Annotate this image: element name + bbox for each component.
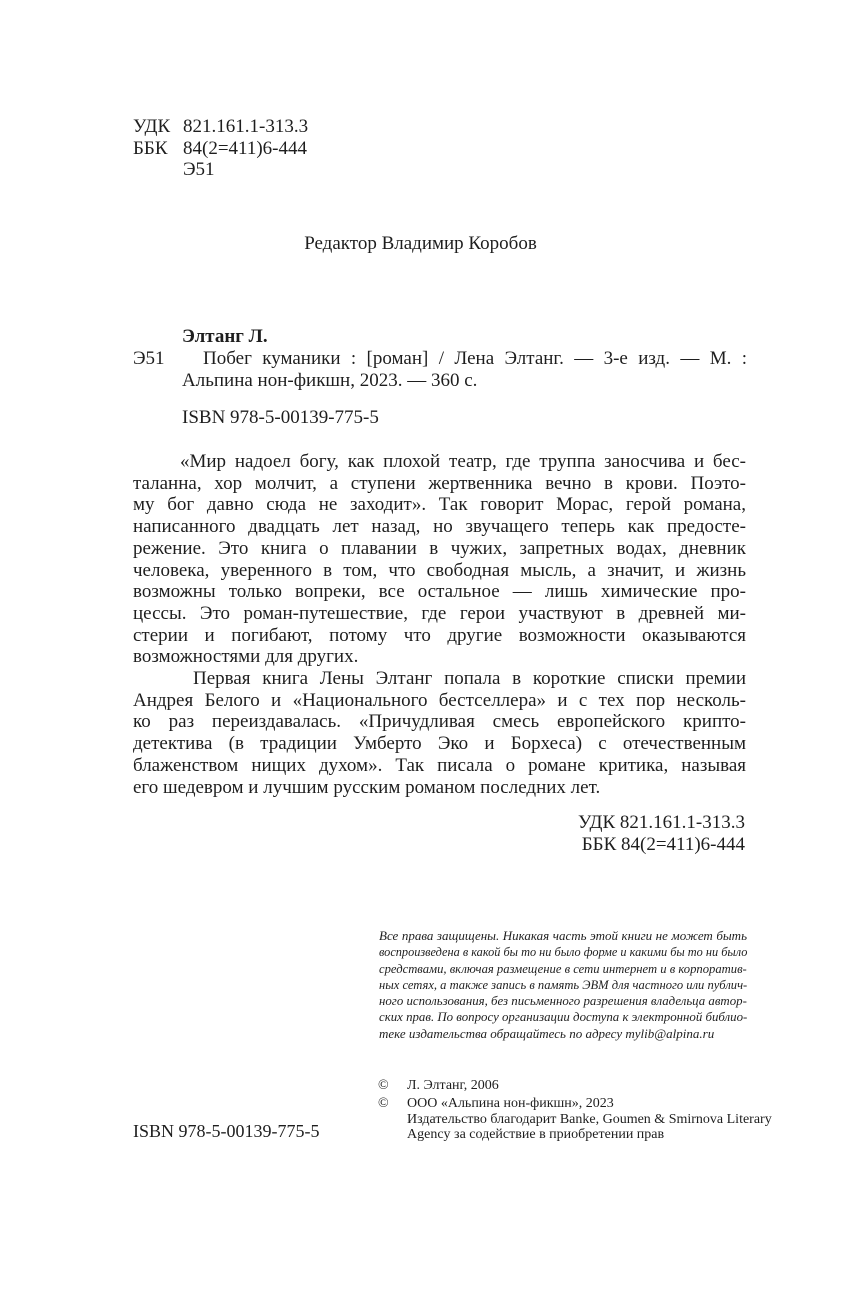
text-line: цессы. Это роман-путешествие, где герои участвуют в древней ми- xyxy=(133,602,746,624)
text-line: ских прав. По вопросу организации доступа к электронной библио- xyxy=(379,1009,748,1025)
acknowledgment-line: Agency за содействие в приобретении прав xyxy=(407,1127,665,1142)
bbk-row xyxy=(133,138,308,160)
copyright-author-text: Л. Элтанг, 2006 xyxy=(407,1078,499,1093)
bbk-code-bottom: ББК 84(2=411)6-444 xyxy=(581,834,745,855)
acknowledgment-line: Издательство благодарит Banke, Goumen & Smirnova Literary xyxy=(407,1111,772,1127)
catalog-entry-line: Альпина нон-фикшн, 2023. — 360 с. xyxy=(182,370,478,391)
annotation-paragraph-1 xyxy=(133,451,746,668)
text-line: му бог давно сюда не заходит». Так говорит Морас, герой романа, xyxy=(133,494,746,516)
text-line: Первая книга Лены Элтанг попала в короткие списки премии xyxy=(193,668,746,690)
annotation-paragraph-2 xyxy=(133,668,746,798)
text-line: ных сетях, а также запись в память ЭВМ для частного или публич- xyxy=(379,976,748,992)
catalog-margin-code: Э51 xyxy=(133,348,165,369)
text-line: блаженством нищих духом». Так писала о романе критика, называя xyxy=(133,754,746,776)
editor-credit: Редактор Владимир Коробов xyxy=(304,233,537,254)
author-sign-row xyxy=(133,159,308,181)
isbn-bottom: ISBN 978-5-00139-775-5 xyxy=(133,1121,320,1141)
classification-codes-bottom xyxy=(133,812,745,856)
text-line: Андрея Белого и «Национального бестселлера» и с тех пор несколь- xyxy=(133,689,746,711)
catalog-entry-line: Побег куманики : [роман] / Лена Элтанг. — 3-е изд. — М. : xyxy=(203,348,747,369)
catalog-entry xyxy=(133,348,747,392)
copyright-publisher-text: ООО «Альпина нон-фикшн», 2023 xyxy=(407,1096,614,1111)
copyright-block xyxy=(378,1076,798,1143)
acknowledgment xyxy=(407,1112,798,1143)
copyright-symbol: © xyxy=(378,1096,389,1111)
text-line: его шедевром и лучшим русским романом последних лет. xyxy=(133,776,601,798)
text-line: возможны только вопреки, все остальное — лишь химические про- xyxy=(133,581,746,603)
catalog-author-heading: Элтанг Л. xyxy=(182,326,268,347)
copyright-author-line xyxy=(378,1076,798,1096)
bbk-label: ББК xyxy=(133,137,168,159)
text-line: написанного двадцать лет назад, но звучащего теперь как предосте- xyxy=(133,516,746,538)
udk-code-bottom: УДК 821.161.1-313.3 xyxy=(578,812,745,833)
bbk-value: 84(2=411)6-444 xyxy=(183,137,307,159)
text-line: средствами, включая размещение в сети интернет и в корпоратив- xyxy=(379,960,747,976)
udk-label: УДК xyxy=(133,116,171,137)
copyright-publisher-line xyxy=(378,1096,798,1112)
text-line: таланна, хор молчит, а ступени жертвенника вечно в крови. Поэто- xyxy=(133,472,746,494)
text-line: воспроизведена в какой бы то ни было форме и какими бы то ни было xyxy=(379,944,748,960)
text-line: человека, уверенного в том, что свободная мысль, а значит, и жизнь xyxy=(133,559,746,581)
text-line: Все права защищены. Никакая часть этой книги не может быть xyxy=(379,928,747,943)
annotation xyxy=(133,451,746,798)
text-line: возможностями для других. xyxy=(133,646,359,668)
catalog-card xyxy=(133,326,747,392)
text-line: детектива (в традиции Умберто Эко и Борхеса) с отечественным xyxy=(133,733,746,755)
text-line: ного использования, без письменного разрешения владельца автор- xyxy=(379,993,747,1009)
rights-notice xyxy=(379,928,747,1042)
classification-codes-top xyxy=(133,116,308,181)
author-sign-value: Э51 xyxy=(183,159,215,180)
text-line: режение. Это книга о плавании в чужих, запретных водах, дневник xyxy=(133,537,746,559)
isbn-catalog: ISBN 978-5-00139-775-5 xyxy=(182,407,379,428)
text-line: «Мир надоел богу, как плохой театр, где труппа заносчива и бес- xyxy=(180,451,746,472)
udk-value: 821.161.1-313.3 xyxy=(183,116,309,137)
text-line: стерии и погибают, потому что другие возможности оказываются xyxy=(133,624,746,646)
udk-row xyxy=(133,116,308,138)
copyright-symbol: © xyxy=(378,1078,389,1093)
text-line: ко раз переиздавалась. «Причудливая смесь европейского крипто- xyxy=(133,711,746,733)
text-line: теке издательства обращайтесь по адресу mylib@alpina.ru xyxy=(379,1025,715,1041)
